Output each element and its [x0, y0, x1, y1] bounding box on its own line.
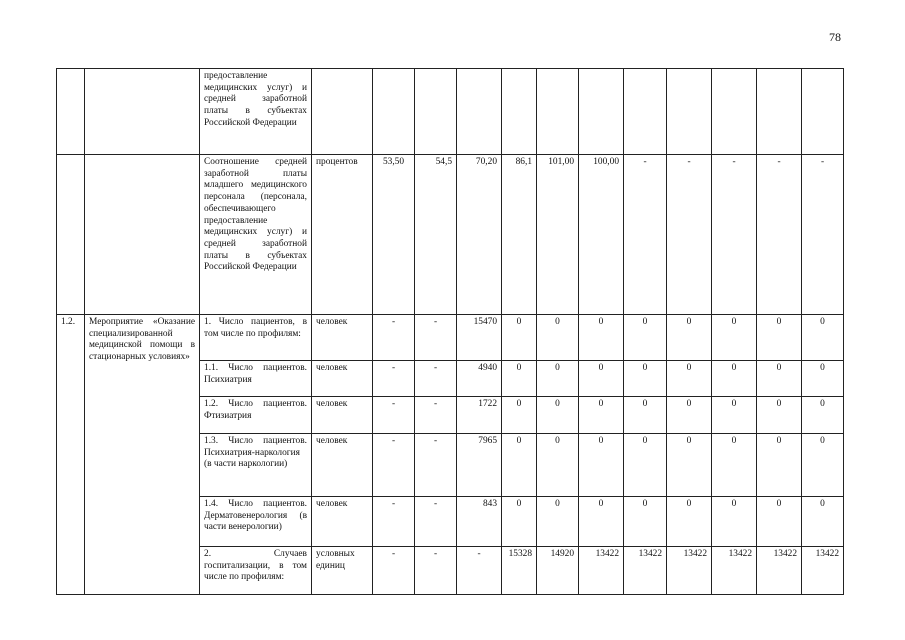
- cell-value: 0: [502, 315, 537, 361]
- cell-value: 70,20: [457, 155, 502, 315]
- cell-value: 0: [579, 315, 624, 361]
- cell-value: 0: [537, 361, 579, 397]
- cell-value: 0: [712, 497, 757, 547]
- cell-value: 0: [757, 361, 802, 397]
- cell-value: -: [415, 497, 457, 547]
- cell-value: -: [757, 155, 802, 315]
- table-row: [57, 315, 844, 361]
- cell-value: -: [457, 547, 502, 595]
- cell-value: 0: [667, 497, 712, 547]
- cell-value: 0: [802, 361, 844, 397]
- cell-indicator: 1.3. Число пациентов. Психиатрия-наркология (в части наркологии): [200, 434, 312, 497]
- cell-value: 0: [624, 497, 667, 547]
- cell-value: -: [667, 155, 712, 315]
- cell-value: 0: [579, 497, 624, 547]
- cell-value: 0: [757, 434, 802, 497]
- cell-value: 0: [502, 497, 537, 547]
- cell-indicator: 1.1. Число пациентов. Психиатрия: [200, 361, 312, 397]
- page-number: 78: [829, 30, 841, 44]
- cell-value: -: [415, 315, 457, 361]
- cell-value: 4940: [457, 361, 502, 397]
- cell-value: 0: [712, 315, 757, 361]
- cell-value: -: [373, 547, 415, 595]
- cell-event: [85, 69, 200, 155]
- cell-value: 14920: [537, 547, 579, 595]
- cell-event: [85, 155, 200, 315]
- cell-value: 0: [537, 434, 579, 497]
- table-row: [57, 69, 844, 155]
- cell-value: 100,00: [579, 155, 624, 315]
- cell-unit: человек: [312, 497, 373, 547]
- cell-value: 0: [667, 361, 712, 397]
- cell-value: 86,1: [502, 155, 537, 315]
- cell-value: 0: [802, 434, 844, 497]
- cell-value: 0: [502, 434, 537, 497]
- cell-value: -: [415, 361, 457, 397]
- cell-value: 13422: [667, 547, 712, 595]
- cell-value: 0: [537, 315, 579, 361]
- cell-indicator: 1. Число пациентов, в том числе по профилям:: [200, 315, 312, 361]
- table-row: [57, 155, 844, 315]
- cell-value: 15470: [457, 315, 502, 361]
- cell-value: 0: [667, 434, 712, 497]
- cell-value: 13422: [712, 547, 757, 595]
- cell-indicator: Соотношение средней заработной платы младшего медицинского персонала (персонала, обеспечивающего предоставление медицинских услуг) и средней заработной платы в субъектах Российской Федерации: [200, 155, 312, 315]
- cell-value: 15328: [502, 547, 537, 595]
- cell-value: 0: [624, 397, 667, 434]
- cell-value: 0: [667, 397, 712, 434]
- cell-value: 0: [579, 397, 624, 434]
- cell-indicator: предоставление медицинских услуг) и средней заработной платы в субъектах Российской Федерации: [200, 69, 312, 155]
- cell-unit: условных единиц: [312, 547, 373, 595]
- cell-value: 13422: [802, 547, 844, 595]
- cell-value: -: [373, 315, 415, 361]
- cell-value: 0: [579, 434, 624, 497]
- cell-value: 0: [624, 315, 667, 361]
- cell-value: 843: [457, 497, 502, 547]
- cell-value: -: [373, 497, 415, 547]
- cell-value: -: [373, 434, 415, 497]
- cell-value: 0: [712, 434, 757, 497]
- cell-value: 13422: [757, 547, 802, 595]
- cell-indicator: 1.2. Число пациентов. Фтизиатрия: [200, 397, 312, 434]
- cell-unit: человек: [312, 315, 373, 361]
- cell-value: -: [415, 434, 457, 497]
- cell-value: 0: [502, 361, 537, 397]
- cell-value: -: [802, 155, 844, 315]
- cell-value: 0: [757, 497, 802, 547]
- cell-index: 1.2.: [57, 315, 85, 595]
- cell-value: 13422: [624, 547, 667, 595]
- cell-value: 0: [757, 315, 802, 361]
- cell-value: -: [624, 155, 667, 315]
- cell-unit: человек: [312, 397, 373, 434]
- cell-value: 0: [667, 315, 712, 361]
- cell-value: 54,5: [415, 155, 457, 315]
- cell-value: 7965: [457, 434, 502, 497]
- cell-value: 0: [802, 397, 844, 434]
- cell-value: 0: [579, 361, 624, 397]
- cell-value: -: [415, 397, 457, 434]
- cell-value: 1722: [457, 397, 502, 434]
- cell-value: -: [373, 361, 415, 397]
- cell-unit: человек: [312, 434, 373, 497]
- cell-value: 0: [802, 497, 844, 547]
- cell-unit: процентов: [312, 155, 373, 315]
- cell-value: 0: [537, 397, 579, 434]
- cell-value: 13422: [579, 547, 624, 595]
- cell-value: 0: [802, 315, 844, 361]
- cell-value: 0: [537, 497, 579, 547]
- cell-event: Мероприятие «Оказание специализированной медицинской помощи в стационарных условиях»: [85, 315, 200, 595]
- cell-value: 101,00: [537, 155, 579, 315]
- cell-value: -: [415, 547, 457, 595]
- cell-value: -: [373, 397, 415, 434]
- cell-unit: человек: [312, 361, 373, 397]
- cell-value: 0: [502, 397, 537, 434]
- cell-indicator: 1.4. Число пациентов. Дерматовенерология (в части венерологии): [200, 497, 312, 547]
- cell-value: 0: [624, 361, 667, 397]
- cell-value: 0: [757, 397, 802, 434]
- cell-value: 53,50: [373, 155, 415, 315]
- cell-value: 0: [712, 361, 757, 397]
- cell-value: 0: [712, 397, 757, 434]
- cell-value: -: [712, 155, 757, 315]
- cell-index: [57, 155, 85, 315]
- cell-value: 0: [624, 434, 667, 497]
- cell-indicator: 2. Случаев госпитализации, в том числе по профилям:: [200, 547, 312, 595]
- cell-index: [57, 69, 85, 155]
- indicators-table: [56, 68, 844, 595]
